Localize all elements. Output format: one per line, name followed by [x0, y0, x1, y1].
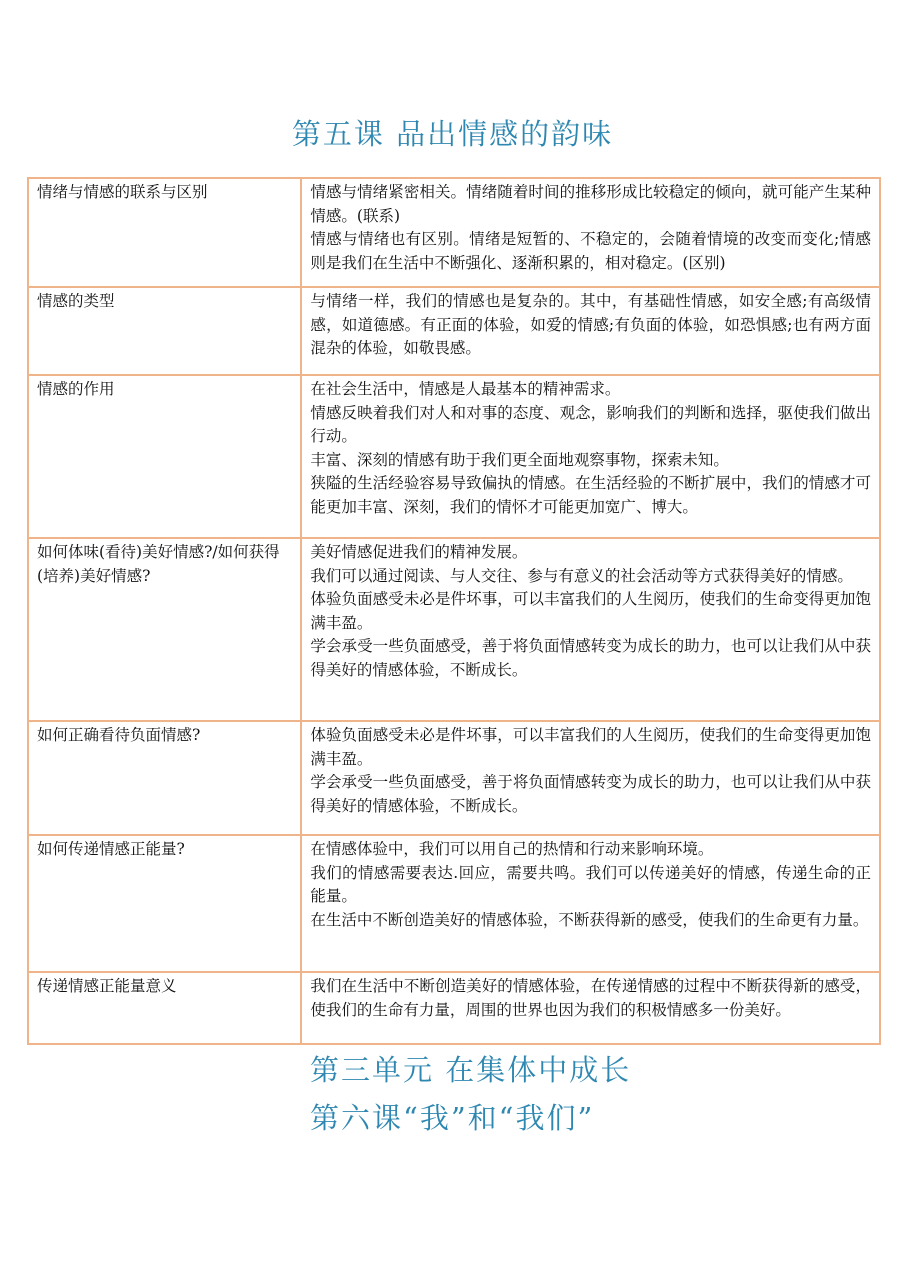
table-row	[28, 287, 880, 375]
lesson-title: 第五课 品出情感的韵味	[291, 117, 614, 151]
content-paragraph: 学会承受一些负面感受，善于将负面情感转变为成长的助力，也可以让我们从中获得美好的情感体验，不断成长。	[310, 637, 871, 679]
content-paragraph: 狭隘的生活经验容易导致偏执的情感。在生活经验的不断扩展中，我们的情感才可能更加丰富、深刻，我们的情怀才可能更加宽广、博大。	[310, 474, 871, 516]
table-row	[28, 375, 880, 538]
content-paragraph: 在社会生活中，情感是人最基本的精神需求。	[310, 380, 621, 398]
row-topic: 如何正确看待负面情感?	[28, 721, 301, 835]
content-paragraph: 我们的情感需要表达.回应，需要共鸣。我们可以传递美好的情感，传递生命的正能量。	[310, 863, 871, 906]
table-row	[28, 178, 880, 287]
table-row	[28, 972, 880, 1044]
row-topic: 情绪与情感的联系与区别	[28, 178, 301, 287]
content-paragraph: 我们在生活中不断创造美好的情感体验，在传递情感的过程中不断获得新的感受，使我们的生命有力量，周围的世界也因为我们的积极情感多一份美好。	[310, 977, 871, 1019]
content-paragraph: 与情绪一样，我们的情感也是复杂的。其中，有基础性情感，如安全感;有高级情感，如道德感。有正面的体验，如爱的情感;有负面的体验，如恐惧感;也有两方面混杂的体验，如敬畏感。	[310, 292, 871, 358]
row-topic: 情感的类型	[28, 287, 301, 375]
unit-title: 第三单元 在集体中成长	[310, 1053, 632, 1087]
row-content	[301, 835, 880, 972]
content-paragraph: 在情感体验中，我们可以用自己的热情和行动来影响环境。	[310, 840, 714, 858]
table-row	[28, 538, 880, 721]
content-paragraph: 情感与情绪紧密相关。情绪随着时间的推移形成比较稳定的倾向，就可能产生某种情感。(联系)	[310, 183, 871, 225]
row-topic: 情感的作用	[28, 375, 301, 538]
content-paragraph: 情感与情绪也有区别。情绪是短暂的、不稳定的，会随着情境的改变而变化;情感则是我们在生活中不断强化、逐渐积累的，相对稳定。(区别)	[310, 230, 871, 272]
row-content	[301, 178, 880, 287]
content-paragraph: 情感反映着我们对人和对事的态度、观念，影响我们的判断和选择，驱使我们做出行动。	[310, 403, 871, 446]
content-paragraph: 学会承受一些负面感受，善于将负面情感转变为成长的助力，也可以让我们从中获得美好的情感体验，不断成长。	[310, 773, 871, 815]
notes-table	[27, 177, 881, 1045]
content-paragraph: 我们可以通过阅读、与人交往、参与有意义的社会活动等方式获得美好的情感。	[310, 566, 853, 585]
row-topic: 传递情感正能量意义	[28, 972, 301, 1044]
row-content	[301, 721, 880, 835]
content-paragraph: 体验负面感受未必是件坏事，可以丰富我们的人生阅历，使我们的生命变得更加饱满丰盈。	[310, 590, 871, 632]
table-row	[28, 835, 880, 972]
content-paragraph: 在生活中不断创造美好的情感体验，不断获得新的感受，使我们的生命更有力量。	[310, 910, 869, 929]
next-lesson-title: 第六课“我”和“我们”	[310, 1101, 595, 1135]
content-paragraph: 美好情感促进我们的精神发展。	[310, 543, 528, 561]
row-content	[301, 375, 880, 538]
row-content	[301, 972, 880, 1044]
notes-table-body	[28, 178, 880, 1044]
row-content	[301, 287, 880, 375]
row-topic: 如何传递情感正能量?	[28, 835, 301, 972]
table-row	[28, 721, 880, 835]
row-content	[301, 538, 880, 721]
content-paragraph: 丰富、深刻的情感有助于我们更全面地观察事物，探索未知。	[310, 450, 729, 469]
row-topic: 如何体味(看待)美好情感?/如何获得(培养)美好情感?	[28, 538, 301, 721]
content-paragraph: 体验负面感受未必是件坏事，可以丰富我们的人生阅历，使我们的生命变得更加饱满丰盈。	[310, 726, 871, 768]
